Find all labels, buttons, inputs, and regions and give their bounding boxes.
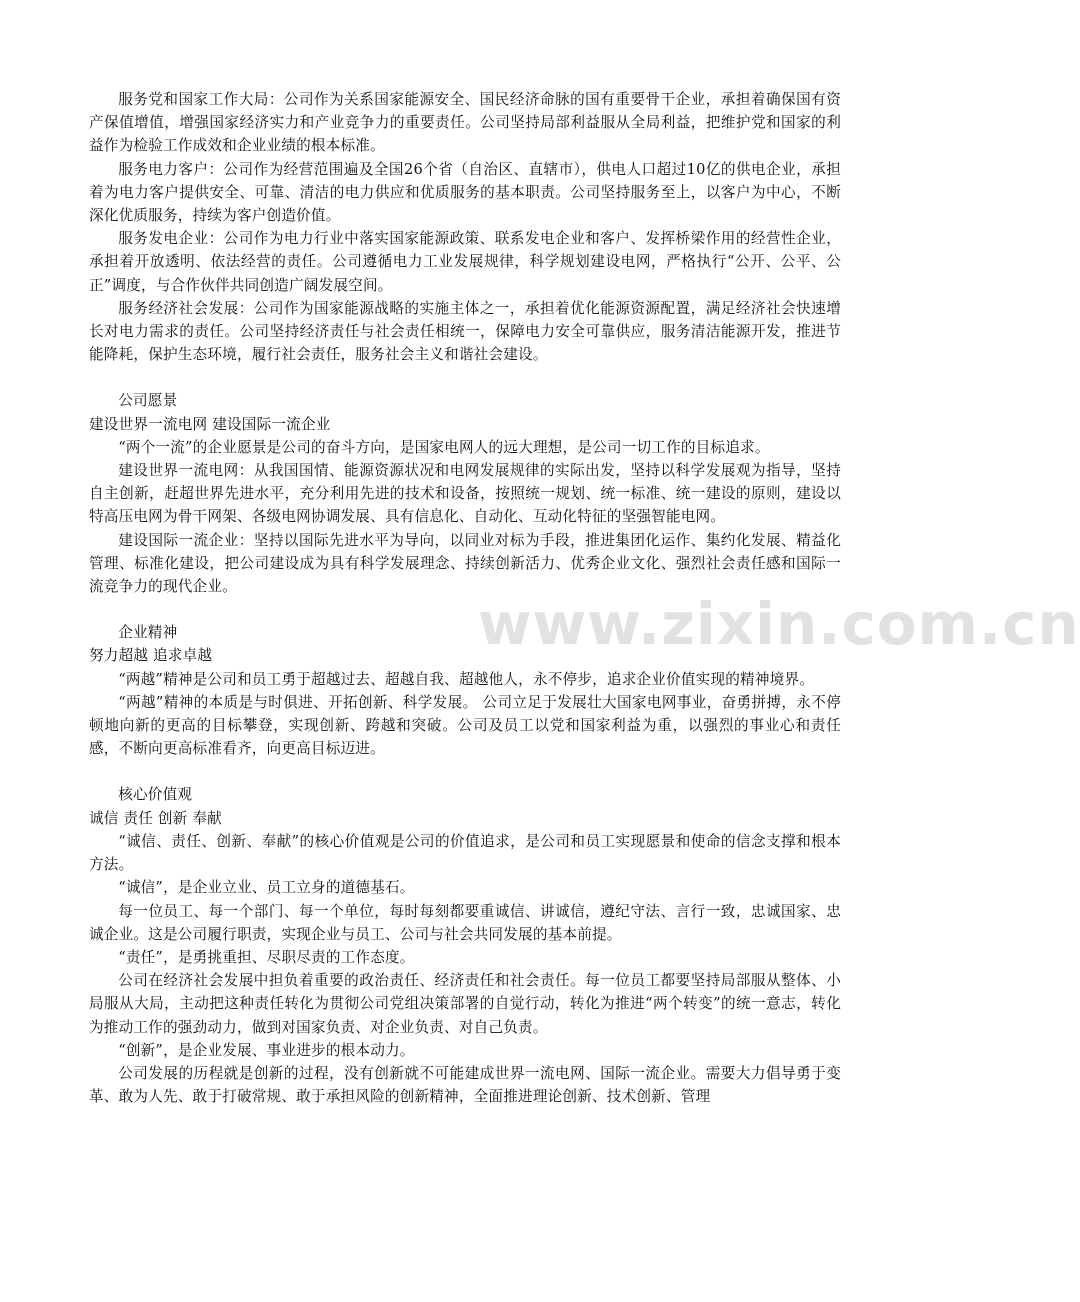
mission-paragraph-1: 服务党和国家工作大局：公司作为关系国家能源安全、国民经济命脉的国有重要骨干企业，承担着确保国有资产保值增值，增强国家经济实力和产业竞争力的重要责任。公司坚持局部利益服从全局利益，把维护党和国家的利益作为检验工作成效和企业业绩的根本标准。 <box>89 91 841 155</box>
values-paragraph-6: “创新”，是企业发展、事业进步的根本动力。 <box>118 1041 415 1059</box>
values-heading: 核心价值观 <box>118 786 193 804</box>
vision-paragraph-1: “两个一流”的企业愿景是公司的奋斗方向，是国家电网人的远大理想，是公司一切工作的目标追求。 <box>118 438 770 456</box>
section-gap <box>89 598 841 621</box>
spirit-paragraph-2: “两越”精神的本质是与时俱进、开拓创新、科学发展。 公司立足于发展壮大国家电网事业，奋勇拼搏，永不停顿地向新的更高的目标攀登，实现创新、跨越和突破。公司及员工以党和国家利益为重，以强烈的事业心和责任感，不断向更高标准看齐，向更高目标迈进。 <box>89 693 841 758</box>
vision-paragraph-2: 建设世界一流电网：从我国国情、能源资源状况和电网发展规律的实际出发，坚持以科学发展观为指导，坚持自主创新，赶超世界先进水平，充分利用先进的技术和设备，按照统一规划、统一标准、统一建设的原则，建设以特高压电网为骨干网架、各级电网协调发展、具有信息化、自动化、互动化特征的坚强智能电网。 <box>89 462 841 526</box>
values-paragraph-5: 公司在经济社会发展中担负着重要的政治责任、经济责任和社会责任。每一位员工都要坚持局部服从整体、小局服从大局，主动把这种责任转化为贯彻公司党组决策部署的自觉行动，转化为推进“两个转变”的统一意志，转化为推动工作的强劲动力，做到对国家负责、对企业负责、对自己负责。 <box>89 972 841 1036</box>
values-slogan: 诚信 责任 创新 奉献 <box>89 809 222 827</box>
section-gap <box>89 366 841 389</box>
vision-heading: 公司愿景 <box>118 392 178 410</box>
spirit-heading: 企业精神 <box>118 624 178 642</box>
mission-paragraph-4: 服务经济社会发展：公司作为国家能源战略的实施主体之一，承担着优化能源资源配置，满足经济社会快速增长对电力需求的责任。公司坚持经济责任与社会责任相统一，保障电力安全可靠供应，服务清洁能源开发，推进节能降耗，保护生态环境，履行社会责任，服务社会主义和谐社会建设。 <box>89 299 841 364</box>
values-paragraph-4: “责任”，是勇挑重担、尽职尽责的工作态度。 <box>118 948 415 966</box>
document-body <box>89 88 841 1108</box>
section-gap <box>89 760 841 783</box>
vision-slogan: 建设世界一流电网 建设国际一流企业 <box>89 415 331 433</box>
mission-paragraph-2: 服务电力客户：公司作为经营范围遍及全国26个省（自治区、直辖市），供电人口超过10亿的供电企业，承担着为电力客户提供安全、可靠、清洁的电力供应和优质服务的基本职责。公司坚持服务至上，以客户为中心，不断深化优质服务，持续为客户创造价值。 <box>89 160 841 225</box>
values-paragraph-2: “诚信”，是企业立业、员工立身的道德基石。 <box>118 879 415 897</box>
values-paragraph-3: 每一位员工、每一个部门、每一个单位，每时每刻都要重诚信、讲诚信，遵纪守法、言行一致，忠诚国家、忠诚企业。这是公司履行职责，实现企业与员工、公司与社会共同发展的基本前提。 <box>89 902 841 943</box>
values-paragraph-1: “诚信、责任、创新、奉献”的核心价值观是公司的价值追求，是公司和员工实现愿景和使命的信念支撑和根本方法。 <box>89 832 841 874</box>
values-paragraph-7: 公司发展的历程就是创新的过程，没有创新就不可能建成世界一流电网、国际一流企业。需要大力倡导勇于变革、敢为人先、敢于打破常规、敢于承担风险的创新精神，全面推进理论创新、技术创新、管理 <box>89 1064 841 1106</box>
spirit-slogan: 努力超越 追求卓越 <box>89 647 213 665</box>
watermark: www.zixin.com.cn <box>478 590 1080 658</box>
vision-paragraph-3: 建设国际一流企业：坚持以国际先进水平为导向，以同业对标为手段，推进集团化运作、集约化发展、精益化管理、标准化建设，把公司建设成为具有科学发展理念、持续创新活力、优秀企业文化、强烈社会责任感和国际一流竞争力的现代企业。 <box>89 531 841 596</box>
mission-paragraph-3: 服务发电企业：公司作为电力行业中落实国家能源政策、联系发电企业和客户、发挥桥梁作用的经营性企业，承担着开放透明、依法经营的责任。公司遵循电力工业发展规律，科学规划建设电网，严格执行“公开、公平、公正”调度，与合作伙伴共同创造广阔发展空间。 <box>89 230 841 294</box>
spirit-paragraph-1: “两越”精神是公司和员工勇于超越过去、超越自我、超越他人，永不停步，追求企业价值实现的精神境界。 <box>118 670 815 688</box>
